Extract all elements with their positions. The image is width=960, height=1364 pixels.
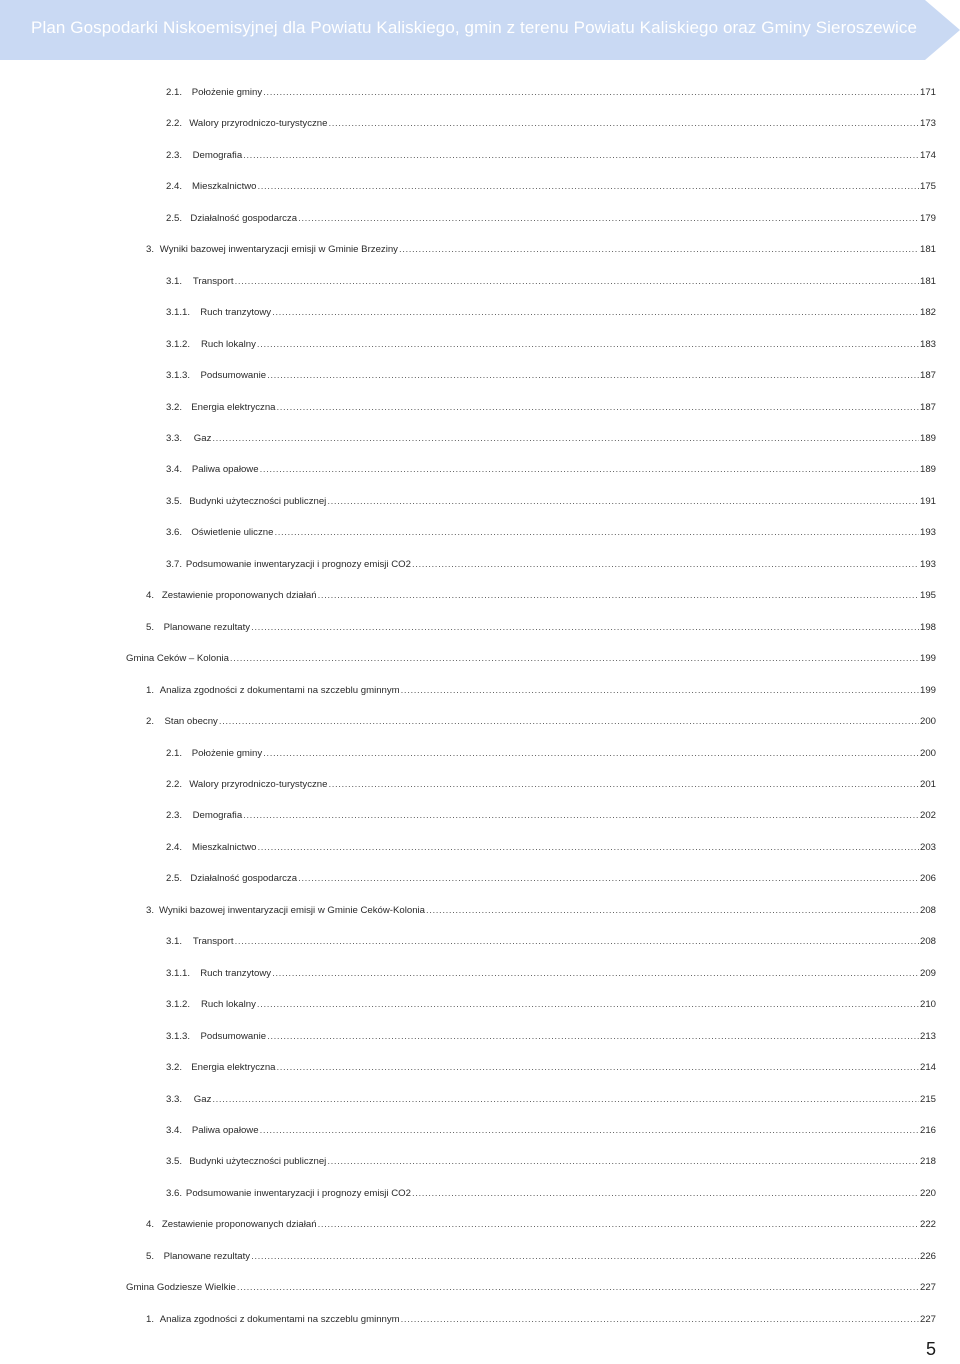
toc-entry[interactable]: [0, 1115, 960, 1146]
toc-entry-page: 193: [920, 527, 937, 539]
toc-entry-line: [166, 1084, 936, 1115]
toc-entry-title: Stan obecny: [164, 716, 218, 728]
toc-entry-title: Ruch lokalny: [200, 999, 256, 1011]
toc-entry-page: 226: [920, 1250, 937, 1262]
toc-dot-leader: [277, 392, 919, 423]
toc-dot-leader: [212, 1084, 919, 1115]
toc-entry-number: 2.5.: [166, 212, 183, 224]
toc-entry[interactable]: [0, 266, 960, 297]
toc-dot-leader: [412, 1178, 919, 1209]
toc-entry-page: 171: [920, 87, 937, 98]
toc-entry[interactable]: [0, 769, 960, 800]
toc-entry[interactable]: [0, 1021, 960, 1052]
toc-entry-line: [166, 738, 936, 769]
toc-entry-line: [166, 171, 936, 202]
toc-entry[interactable]: [0, 1178, 960, 1209]
toc-entry[interactable]: [0, 77, 960, 108]
toc-dot-leader: [327, 1146, 919, 1177]
toc-entry-number: 2.1.: [166, 747, 183, 759]
toc-entry[interactable]: [0, 454, 960, 485]
toc-entry-title: Paliwa opałowe: [191, 464, 259, 476]
toc-entry-line: [146, 706, 936, 737]
toc-entry[interactable]: [0, 140, 960, 171]
toc-dot-leader: [426, 895, 919, 926]
toc-entry-line: [166, 1178, 936, 1209]
toc-entry[interactable]: [0, 486, 960, 517]
toc-entry-page: 206: [920, 873, 937, 885]
toc-entry[interactable]: [0, 108, 960, 139]
toc-entry-number: 3.2.: [166, 401, 183, 413]
toc-entry-line: [166, 769, 936, 800]
toc-entry-page: 191: [920, 495, 937, 507]
toc-dot-leader: [243, 140, 919, 171]
toc-entry-number: 2.5.: [166, 873, 183, 885]
toc-entry-title: Gmina Ceków – Kolonia: [126, 653, 229, 665]
toc-dot-leader: [318, 580, 919, 611]
toc-entry-line: [166, 832, 936, 863]
toc-entry[interactable]: [0, 517, 960, 548]
toc-entry-line: [166, 863, 936, 894]
toc-entry-page: 175: [920, 181, 937, 193]
toc-entry[interactable]: [0, 832, 960, 863]
toc-dot-leader: [328, 769, 919, 800]
toc-entry-title: Analiza zgodności z dokumentami na szczeblu gminnym: [159, 1313, 400, 1325]
toc-entry-line: [146, 580, 936, 611]
toc-dot-leader: [298, 863, 919, 894]
toc-entry-page: 187: [920, 401, 937, 413]
toc-entry[interactable]: [0, 895, 960, 926]
toc-dot-leader: [257, 989, 919, 1020]
toc-entry-page: 222: [920, 1219, 937, 1231]
toc-entry[interactable]: [0, 297, 960, 328]
toc-entry-line: [126, 643, 936, 674]
toc-entry-line: [166, 549, 936, 580]
table-of-contents: [0, 77, 960, 1335]
toc-entry[interactable]: [0, 1209, 960, 1240]
toc-entry-title: Walory przyrodniczo-turystyczne: [189, 118, 328, 130]
toc-entry-line: [166, 1021, 936, 1052]
toc-entry-title: Wyniki bazowej inwentaryzacji emisji w Gminie Ceków-Kolonia: [159, 904, 425, 916]
toc-entry-title: Gaz: [193, 432, 212, 444]
toc-entry-number: 3.: [146, 904, 155, 916]
toc-entry-title: Transport: [192, 275, 234, 287]
toc-entry-page: 179: [920, 212, 937, 224]
toc-entry-line: [146, 1304, 936, 1335]
toc-entry-title: Mieszkalnictwo: [192, 181, 257, 193]
toc-entry-title: Działalność gospodarcza: [190, 873, 298, 885]
toc-entry-page: 199: [920, 653, 937, 665]
toc-entry-title: Demografia: [192, 149, 243, 161]
toc-dot-leader: [258, 832, 919, 863]
toc-entry[interactable]: [0, 675, 960, 706]
toc-entry-line: [166, 486, 936, 517]
toc-entry-title: Ruch tranzytowy: [200, 967, 272, 979]
toc-entry-number: 3.4.: [166, 464, 183, 476]
toc-entry-line: [146, 895, 936, 926]
toc-entry-line: [166, 517, 936, 548]
toc-entry-page: 181: [920, 244, 937, 256]
toc-entry-line: [166, 1115, 936, 1146]
toc-entry-page: 200: [920, 716, 937, 728]
toc-entry-number: 3.1.1.: [166, 967, 191, 979]
toc-entry[interactable]: [0, 549, 960, 580]
toc-entry[interactable]: [0, 1084, 960, 1115]
toc-entry[interactable]: [0, 1146, 960, 1177]
toc-dot-leader: [274, 517, 919, 548]
toc-entry[interactable]: [0, 580, 960, 611]
toc-entry-page: 215: [920, 1093, 937, 1105]
toc-entry-title: Energia elektryczna: [191, 1062, 276, 1074]
toc-entry-number: 3.1.1.: [166, 307, 191, 319]
toc-entry-number: 3.6.: [166, 527, 183, 539]
toc-entry-number: 3.3.: [166, 1093, 183, 1105]
toc-entry-line: [166, 1146, 936, 1177]
toc-entry[interactable]: [0, 1052, 960, 1083]
toc-entry-title: Budynki użyteczności publicznej: [189, 1156, 327, 1168]
toc-entry-line: [166, 266, 936, 297]
toc-entry-number: 3.2.: [166, 1062, 183, 1074]
toc-entry-title: Transport: [192, 936, 234, 948]
page-number: 5: [925, 1339, 936, 1359]
toc-entry-title: Walory przyrodniczo-turystyczne: [189, 778, 328, 790]
toc-entry-line: [166, 392, 936, 423]
toc-entry-number: 3.5.: [166, 1156, 183, 1168]
toc-entry-number: 2.3.: [166, 149, 183, 161]
toc-entry-number: 3.1.: [166, 275, 183, 287]
toc-entry-number: 2.4.: [166, 181, 183, 193]
toc-entry-page: 199: [920, 684, 937, 696]
toc-dot-leader: [277, 1052, 919, 1083]
toc-entry-line: [166, 454, 936, 485]
toc-entry-page: 189: [920, 464, 937, 476]
toc-entry-line: [166, 203, 936, 234]
page-header-title: Plan Gospodarki Niskoemisyjnej dla Powiatu Kaliskiego, gmin z terenu Powiatu Kaliskiego oraz Gminy Sieroszewice: [31, 18, 918, 37]
toc-entry-title: Podsumowanie inwentaryzacji i prognozy emisji CO2: [185, 1187, 411, 1199]
toc-entry-page: 227: [920, 1282, 937, 1294]
toc-entry-number: 3.1.: [166, 936, 183, 948]
toc-entry-page: 173: [920, 118, 937, 130]
toc-dot-leader: [267, 1021, 919, 1052]
toc-entry-line: [166, 800, 936, 831]
toc-entry[interactable]: [0, 863, 960, 894]
toc-entry-title: Energia elektryczna: [191, 401, 276, 413]
toc-entry-page: 195: [920, 590, 937, 602]
toc-entry[interactable]: [0, 234, 960, 265]
toc-dot-leader: [237, 1272, 919, 1303]
toc-entry-page: 210: [920, 999, 937, 1011]
toc-dot-leader: [235, 926, 919, 957]
toc-entry[interactable]: [0, 171, 960, 202]
toc-entry-page: 201: [920, 778, 937, 790]
toc-entry-line: [166, 989, 936, 1020]
toc-entry-page: 202: [920, 810, 937, 822]
toc-entry-title: Paliwa opałowe: [191, 1124, 259, 1136]
toc-entry-page: 193: [920, 558, 937, 570]
toc-dot-leader: [298, 203, 919, 234]
toc-entry-page: 213: [920, 1030, 937, 1042]
toc-entry-page: 183: [920, 338, 937, 350]
toc-dot-leader: [235, 266, 919, 297]
toc-entry[interactable]: [0, 738, 960, 769]
toc-entry-title: Działalność gospodarcza: [190, 212, 298, 224]
toc-entry-page: 182: [920, 307, 937, 319]
toc-entry-page: 208: [920, 936, 937, 948]
toc-entry-number: 3.7.: [166, 558, 183, 570]
toc-entry-line: [166, 1052, 936, 1083]
toc-dot-leader: [272, 958, 919, 989]
toc-entry-number: 3.6.: [166, 1187, 183, 1199]
toc-entry-number: 1.: [146, 684, 155, 696]
toc-entry-number: 3.1.3.: [166, 370, 191, 382]
toc-entry[interactable]: [0, 958, 960, 989]
toc-dot-leader: [251, 612, 919, 643]
toc-entry[interactable]: [0, 612, 960, 643]
toc-entry-page: 220: [920, 1187, 937, 1199]
toc-entry-page: 227: [920, 1313, 937, 1325]
toc-dot-leader: [328, 108, 919, 139]
toc-entry-line: [166, 329, 936, 360]
toc-dot-leader: [401, 1304, 919, 1335]
toc-dot-leader: [251, 1241, 919, 1272]
toc-entry-page: 218: [920, 1156, 937, 1168]
toc-entry-title: Budynki użyteczności publicznej: [189, 495, 327, 507]
toc-dot-leader: [258, 171, 919, 202]
toc-entry-number: 3.: [146, 244, 155, 256]
toc-entry-title: Podsumowanie inwentaryzacji i prognozy emisji CO2: [185, 558, 411, 570]
toc-dot-leader: [230, 643, 919, 674]
toc-entry-number: 1.: [146, 1313, 155, 1325]
toc-dot-leader: [263, 77, 919, 108]
toc-entry-number: 2.3.: [166, 810, 183, 822]
toc-entry-line: [166, 140, 936, 171]
toc-entry-title: Mieszkalnictwo: [192, 841, 257, 853]
toc-entry-line: [166, 958, 936, 989]
toc-entry-title: Planowane rezultaty: [163, 1250, 251, 1262]
toc-entry-title: Analiza zgodności z dokumentami na szczeblu gminnym: [159, 684, 400, 696]
toc-entry-number: 3.1.2.: [166, 999, 191, 1011]
toc-entry-title: Zestawienie proponowanych działań: [161, 1219, 317, 1231]
toc-entry[interactable]: [0, 392, 960, 423]
toc-entry-page: 216: [920, 1124, 937, 1136]
toc-entry[interactable]: [0, 989, 960, 1020]
toc-dot-leader: [219, 706, 919, 737]
toc-entry-title: Położenie gminy: [191, 747, 263, 759]
toc-dot-leader: [260, 454, 919, 485]
toc-entry-number: 3.4.: [166, 1124, 183, 1136]
toc-entry-number: 5.: [146, 1250, 155, 1262]
toc-entry-number: 3.1.3.: [166, 1030, 191, 1042]
toc-dot-leader: [267, 360, 919, 391]
toc-entry-title: Podsumowanie: [200, 370, 267, 382]
toc-dot-leader: [212, 423, 919, 454]
toc-entry-number: 2.2.: [166, 778, 183, 790]
toc-entry-title: Planowane rezultaty: [163, 621, 251, 633]
toc-entry-line: [166, 360, 936, 391]
toc-dot-leader: [260, 1115, 919, 1146]
toc-entry-number: 4.: [146, 1219, 155, 1231]
toc-dot-leader: [399, 234, 919, 265]
toc-entry[interactable]: [0, 203, 960, 234]
toc-entry-page: 187: [920, 370, 937, 382]
toc-entry-line: [126, 1272, 936, 1303]
toc-entry-line: [166, 926, 936, 957]
toc-entry-line: [166, 108, 936, 139]
toc-entry-page: 203: [920, 841, 937, 853]
toc-entry-page: 209: [920, 967, 937, 979]
toc-dot-leader: [327, 486, 919, 517]
toc-entry-page: 198: [920, 621, 937, 633]
toc-entry-title: Wyniki bazowej inwentaryzacji emisji w Gminie Brzeziny: [159, 244, 398, 256]
toc-entry[interactable]: [0, 926, 960, 957]
toc-entry[interactable]: [0, 1304, 960, 1335]
toc-entry-number: 3.3.: [166, 432, 183, 444]
toc-entry-title: Gaz: [193, 1093, 212, 1105]
toc-dot-leader: [257, 329, 919, 360]
toc-entry-title: Położenie gminy: [191, 87, 263, 98]
toc-entry-number: 2.1.: [166, 87, 183, 98]
toc-entry-title: Oświetlenie uliczne: [191, 527, 274, 539]
toc-entry-line: [146, 1241, 936, 1272]
toc-dot-leader: [401, 675, 919, 706]
toc-entry-number: 2.4.: [166, 841, 183, 853]
toc-entry-number: 2.2.: [166, 118, 183, 130]
toc-dot-leader: [243, 800, 919, 831]
toc-entry[interactable]: [0, 643, 960, 674]
toc-entry-number: 4.: [146, 590, 155, 602]
toc-entry[interactable]: [0, 706, 960, 737]
toc-entry[interactable]: [0, 360, 960, 391]
toc-entry-title: Gmina Godziesze Wielkie: [126, 1282, 236, 1294]
toc-entry-page: 189: [920, 432, 937, 444]
toc-entry[interactable]: [0, 1272, 960, 1303]
toc-dot-leader: [412, 549, 919, 580]
toc-dot-leader: [318, 1209, 919, 1240]
toc-entry-title: Zestawienie proponowanych działań: [161, 590, 317, 602]
toc-entry[interactable]: [0, 800, 960, 831]
toc-entry-line: [146, 234, 936, 265]
toc-entry[interactable]: [0, 1241, 960, 1272]
toc-entry-page: 208: [920, 904, 937, 916]
toc-entry-title: Ruch lokalny: [200, 338, 256, 350]
toc-entry-page: 214: [920, 1062, 937, 1074]
toc-entry-line: [146, 612, 936, 643]
toc-entry-number: 2.: [146, 716, 155, 728]
toc-dot-leader: [272, 297, 919, 328]
toc-entry-number: 3.1.2.: [166, 338, 191, 350]
toc-entry-page: 181: [920, 275, 937, 287]
toc-entry[interactable]: [0, 329, 960, 360]
toc-entry-title: Podsumowanie: [200, 1030, 267, 1042]
toc-entry-page: 174: [920, 149, 937, 161]
toc-entry-line: [146, 1209, 936, 1240]
toc-entry-number: 5.: [146, 621, 155, 633]
toc-entry-line: [166, 77, 936, 108]
toc-entry-line: [166, 423, 936, 454]
toc-entry-title: Ruch tranzytowy: [200, 307, 272, 319]
toc-dot-leader: [263, 738, 919, 769]
toc-entry-line: [166, 297, 936, 328]
toc-entry[interactable]: [0, 423, 960, 454]
toc-entry-number: 3.5.: [166, 495, 183, 507]
toc-entry-line: [146, 675, 936, 706]
toc-entry-page: 200: [920, 747, 937, 759]
toc-entry-title: Demografia: [192, 810, 243, 822]
